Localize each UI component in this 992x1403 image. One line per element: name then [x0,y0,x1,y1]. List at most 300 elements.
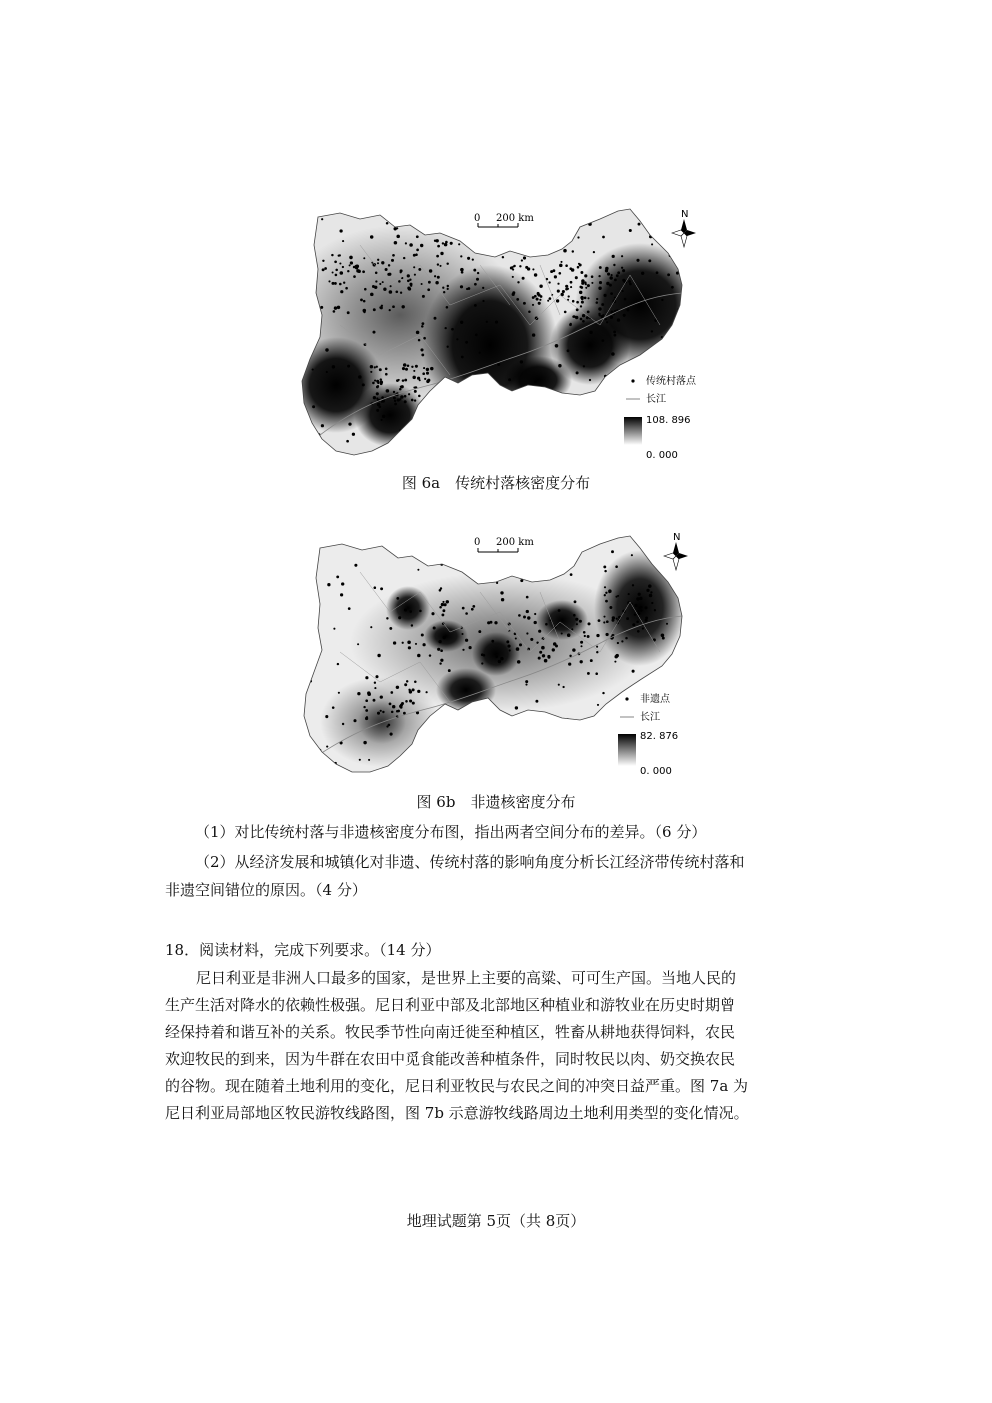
sample-point [637,630,640,633]
sample-point [450,242,453,245]
sample-point [661,299,663,301]
sample-point [634,613,636,615]
sample-point [418,395,421,398]
sample-point [332,706,335,709]
sample-point [662,637,665,640]
sample-point [327,583,330,586]
sample-point [413,254,416,257]
sample-point [380,695,383,698]
sample-point [388,215,391,218]
sample-point [396,379,399,382]
sample-point [596,651,598,653]
sample-point [558,364,561,367]
sample-point [520,360,523,363]
sample-point [676,359,680,363]
sample-point [626,368,629,371]
sample-point [437,245,440,248]
sample-point [363,706,365,708]
sample-point [636,259,639,262]
sample-point [447,288,449,290]
sample-point [676,768,679,771]
sample-point [545,623,548,626]
sample-point [610,738,612,740]
sample-point [672,578,675,581]
sample-point [526,632,528,634]
sample-point [442,601,444,603]
sample-point [393,396,396,399]
sample-point [645,616,648,619]
sample-point [651,243,653,245]
sample-point [408,689,410,691]
sample-point [453,222,456,225]
sample-point [380,710,382,712]
sample-point [610,315,613,318]
sample-point [570,281,573,284]
sample-point [580,305,582,307]
sample-point [350,261,353,264]
sample-point [607,273,610,276]
sample-point [512,291,515,294]
sample-point [376,380,379,383]
sample-point [518,231,520,233]
sample-point [337,663,339,665]
sample-point [407,286,410,289]
sample-point [315,263,317,265]
sample-point [650,591,652,593]
sample-point [481,662,483,664]
sample-point [563,249,567,253]
sample-point [621,255,623,257]
sample-point [479,352,481,354]
sample-point [386,222,389,225]
sample-point [515,414,518,417]
sample-point [418,268,421,271]
sample-point [461,356,464,359]
sample-point [363,300,366,303]
sample-point [409,699,412,702]
sample-point [426,399,429,402]
sample-point [418,339,421,342]
sample-point [312,547,315,550]
sample-point [519,643,522,646]
sample-point [422,372,425,375]
sample-point [575,618,578,621]
sample-point [569,323,572,326]
sample-point [604,594,606,596]
legend-min-label: 0. 000 [640,766,672,777]
sample-point [512,268,514,270]
sample-point [648,259,651,262]
sample-point [421,322,424,325]
sample-point [516,647,520,651]
sample-point [678,356,680,358]
sample-point [580,318,583,321]
sample-point [458,243,460,245]
sample-point [420,244,423,247]
sample-point [434,275,436,277]
sample-point [585,287,587,289]
sample-point [605,758,608,761]
sample-point [598,619,601,622]
sample-point [572,250,574,252]
sample-point [342,723,344,725]
sample-point [416,331,420,335]
sample-point [638,223,641,226]
sample-point [403,257,405,259]
sample-point [373,699,376,702]
sample-point [523,616,526,619]
sample-point [558,272,561,275]
sample-point [521,395,523,397]
scale-zero-label: 0 [474,213,481,224]
sample-point [426,691,428,693]
legend-point-label: 传统村落点 [646,376,696,387]
sample-point [623,314,626,317]
sample-point [596,301,599,304]
sample-point [539,284,542,287]
sample-point [376,366,378,368]
sample-point [423,337,426,340]
sample-point [373,396,376,399]
sample-point [417,377,420,380]
sample-point [510,442,513,445]
sample-point [481,440,484,443]
sample-point [611,550,614,553]
sample-point [612,616,615,619]
sample-point [372,382,375,385]
sample-point [602,236,605,239]
sample-point [590,659,593,662]
sample-point [523,391,526,394]
sample-point [436,239,439,242]
sample-point [554,275,557,278]
sample-point [332,365,335,368]
sample-point [383,288,386,291]
sample-point [412,702,415,705]
question-17-2-line1: （2）从经济发展和城镇化对非遗、传统村落的影响角度分析长江经济带传统村落和 [195,853,745,871]
sample-point [656,271,659,274]
sample-point [518,614,521,617]
sample-point [447,285,449,287]
sample-point [409,755,412,758]
sample-point [409,283,412,286]
sample-point [468,744,471,747]
sample-point [626,308,629,311]
sample-point [651,330,653,332]
sample-point [640,606,643,609]
sample-point [546,402,549,405]
sample-point [528,310,531,313]
legend-min-label: 0. 000 [646,450,678,461]
sample-point [444,603,447,606]
sample-point [605,592,607,594]
sample-point [638,593,641,596]
sample-point [487,621,490,624]
sample-point [447,346,449,348]
sample-point [527,727,530,730]
sample-point [399,388,402,391]
sample-point [337,306,340,309]
sample-point [407,365,410,368]
sample-point [331,254,333,256]
sample-point [440,649,443,652]
sample-point [640,609,642,611]
sample-point [325,348,328,351]
sample-point [617,367,620,370]
sample-point [405,700,408,703]
sample-point [598,307,601,310]
sample-point [461,633,463,635]
sample-point [589,379,591,381]
sample-point [440,659,443,662]
sample-point [549,297,552,300]
sample-point [333,628,335,630]
sample-point [628,593,630,595]
sample-point [577,236,579,238]
sample-point [649,686,652,689]
question-18-line: 生产生活对降水的依赖性极强。尼日利亚中部及北部地区种植业和游牧业在历史时期曾 [165,996,736,1014]
sample-point [444,243,448,247]
sample-point [372,285,375,288]
sample-point [353,275,356,278]
sample-point [427,288,430,291]
sample-point [612,255,615,258]
sample-point [381,396,384,399]
sample-point [579,620,582,623]
sample-point [557,214,560,217]
sample-point [621,267,623,269]
sample-point [629,229,632,232]
sample-point [389,309,391,311]
sample-point [475,334,478,337]
sample-point [624,298,627,301]
sample-point [417,690,420,693]
sample-point [591,282,593,284]
sample-point [406,680,408,682]
sample-point [622,269,625,272]
sample-point [385,268,388,271]
question-18-line: 的谷物。现在随着土地利用的变化，尼日利亚牧民与农民之间的冲突日益严重。图 7a 为 [165,1077,749,1095]
north-label: N [673,532,681,543]
sample-point [407,641,411,645]
sample-point [357,643,359,645]
sample-point [603,616,605,618]
sample-point [646,589,649,592]
sample-point [560,261,562,263]
sample-point [534,273,537,276]
legend-max-label: 108. 896 [646,415,691,426]
sample-point [413,386,415,388]
sample-point [440,252,443,255]
sample-point [482,300,484,302]
sample-point [436,432,438,434]
sample-point [596,646,598,648]
sample-point [391,259,394,262]
sample-point [386,389,390,393]
sample-point [428,281,431,284]
sample-point [538,630,541,633]
sample-point [541,545,544,548]
sample-point [604,570,606,572]
sample-point [667,273,670,276]
page-footer: 地理试题第 5页（共 8页） [406,1212,586,1230]
sample-point [532,268,534,270]
sample-point [618,420,621,423]
sample-point [587,284,590,287]
sample-point [534,295,537,298]
sample-point [404,608,407,611]
sample-point [443,291,445,293]
sample-point [469,646,472,649]
sample-point [345,287,348,290]
sample-point [342,240,344,242]
sample-point [617,318,620,321]
sample-point [568,295,570,297]
sample-point [460,255,462,257]
sample-point [534,613,536,615]
sample-point [526,596,529,599]
sample-point [364,288,367,291]
figure-6a-caption: 图 6a 传统村落核密度分布 [401,474,591,492]
sample-point [322,260,324,262]
sample-point [420,348,423,351]
sample-point [477,239,480,242]
sample-point [421,283,423,285]
sample-point [338,254,340,256]
sample-point [515,706,518,709]
sample-point [553,642,557,646]
sample-point [481,653,484,656]
sample-point [457,723,460,726]
sample-point [509,649,511,651]
sample-point [582,314,585,317]
sample-point [636,620,639,623]
sample-point [375,272,378,275]
sample-point [365,709,368,712]
sample-point [566,412,569,415]
sample-point [404,683,407,686]
sample-point [377,259,379,261]
sample-point [408,646,411,649]
sample-point [622,279,625,282]
sample-point [596,634,599,637]
sample-point [426,368,429,371]
sample-point [380,378,382,380]
sample-point [558,684,560,686]
sample-point [573,438,576,441]
sample-point [341,582,344,585]
sample-point [583,365,585,367]
sample-point [580,660,583,663]
sample-point [365,676,368,679]
sample-point [403,712,406,715]
sample-point [532,333,535,336]
sample-point [584,274,587,277]
sample-point [585,283,587,285]
sample-point [325,715,328,718]
sample-point [587,311,590,314]
sample-point [339,283,342,286]
sample-point [523,256,526,259]
sample-point [517,660,521,664]
sample-point [661,634,665,638]
density-ramp-swatch [624,417,642,445]
legend-river-label: 长江 [640,712,660,723]
sample-point [339,262,341,264]
sample-point [641,272,644,275]
sample-point [551,436,553,438]
sample-point [439,662,441,664]
sample-point [477,272,479,274]
sample-point [407,274,410,277]
sample-point [438,640,441,643]
sample-point [515,637,517,639]
sample-point [562,686,564,688]
sample-point [380,587,383,590]
sample-point [605,600,608,603]
question-17-2-line2: 非遗空间错位的原因。（4 分） [165,881,367,899]
sample-point [580,271,583,274]
sample-point [556,299,559,302]
sample-point [312,405,315,408]
sample-point [381,401,383,403]
sample-point [324,267,327,270]
sample-point [379,368,382,371]
sample-point [417,569,419,571]
sample-point [386,725,388,727]
sample-point [602,314,604,316]
sample-point [626,387,628,389]
north-arrow-icon [664,532,688,570]
sample-point [449,391,453,395]
sample-point [431,612,434,615]
sample-point [404,395,407,398]
sample-point [340,593,343,596]
sample-point [400,271,402,273]
sample-point [627,402,630,405]
sample-point [567,349,570,352]
sample-point [650,679,653,682]
sample-point [338,692,340,694]
sample-point [332,271,334,273]
sample-point [321,424,324,427]
sample-point [472,259,474,261]
sample-point [322,268,325,271]
sample-point [552,648,555,651]
sample-point [368,759,370,761]
sample-point [492,720,495,723]
sample-point [460,285,463,288]
sample-point [411,624,413,626]
sample-point [523,548,526,551]
sample-point [502,256,504,258]
sample-point [370,235,373,238]
sample-point [433,222,435,224]
sample-point [552,556,554,558]
sample-point [391,711,394,714]
sample-point [358,375,362,379]
sample-point [545,573,547,575]
question-18-heading: 18．阅读材料，完成下列要求。（14 分） [165,941,441,959]
sample-point [508,378,511,381]
sample-point [349,256,353,260]
sample-point [394,227,397,230]
sample-point [414,274,416,276]
legend-river-label: 长江 [646,394,666,405]
sample-point [385,373,388,376]
sample-point [501,598,504,601]
legend [618,692,678,777]
